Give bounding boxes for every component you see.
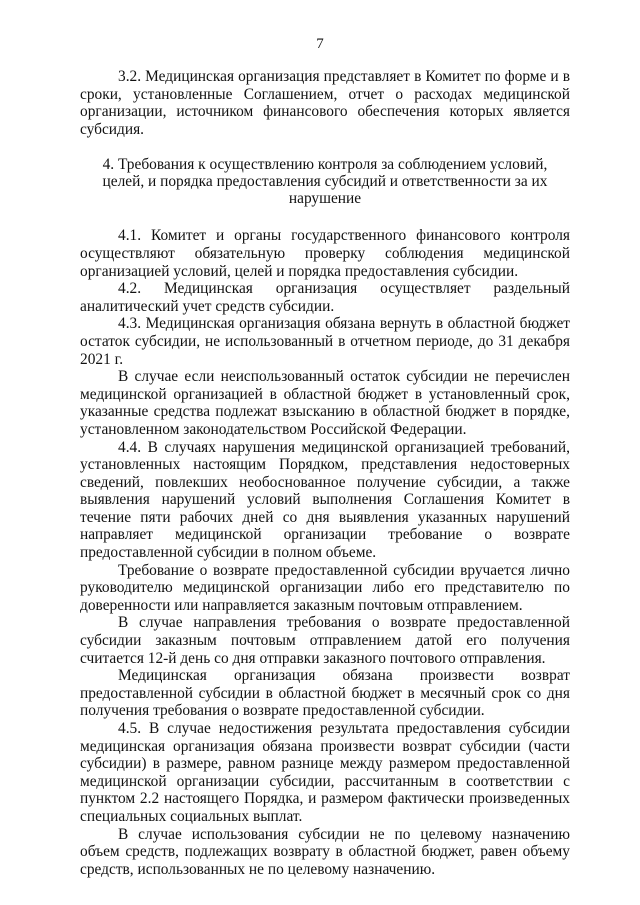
paragraph-4-3-unspent-balance: В случае если неиспользованный остаток субсидии не перечислен медицинской организацией в областной бюджет в установленный срок, указанные средства подлежат взысканию в областной бюджет в порядке, установленном законодательством Российской Федерации. (80, 368, 570, 438)
page-number: 7 (316, 36, 324, 52)
paragraph-4-4-return-term: Медицинская организация обязана произвести возврат предоставленной субсидии в областной бюджет в месячный срок со дня получения требования о возврате предоставленной субсидии. (80, 667, 570, 720)
document-body (80, 68, 570, 878)
paragraph-3-2: 3.2. Медицинская организация представляет в Комитет по форме и в сроки, установленные Соглашением, отчет о расходах медицинской организации, источником финансового обеспечения которых является субсидия. (80, 68, 570, 138)
paragraph-4-3: 4.3. Медицинская организация обязана вернуть в областной бюджет остаток субсидии, не использованный в отчетном периоде, до 31 декабря 2021 г. (80, 315, 570, 368)
paragraph-4-2: 4.2. Медицинская организация осуществляет раздельный аналитический учет средств субсидии. (80, 280, 570, 315)
paragraph-4-5: 4.5. В случае недостижения результата предоставления субсидии медицинская организация обязана произвести возврат субсидии (части субсидии) в размере, равном разнице между размером предоставленной медицинской организации субсидии, рассчитанным в соответствии с пунктом 2.2 настоящего Порядка, и размером фактически произведенных специальных социальных выплат. (80, 720, 570, 825)
paragraph-4-4-mail-receipt: В случае направления требования о возврате предоставленной субсидии заказным почтовым отправлением датой его получения считается 12-й день со дня отправки заказного почтового отправления. (80, 614, 570, 667)
paragraph-4-1: 4.1. Комитет и органы государственного финансового контроля осуществляют обязательную проверку соблюдения медицинской организацией условий, целей и порядка предоставления субсидии. (80, 227, 570, 280)
paragraph-4-5-misuse: В случае использования субсидии не по целевому назначению объем средств, подлежащих возврату в областной бюджет, равен объему средств, использованных не по целевому назначению. (80, 825, 570, 878)
paragraph-4-4: 4.4. В случаях нарушения медицинской организацией требований, установленных настоящим Порядком, представления недостоверных сведений, повлекших необоснованное получение субсидии, а также выявления нарушений условий выполнения Соглашения Комитет в течение пяти рабочих дней со дня выявления указанных нарушений направляет медицинской организации требование о возврате предоставленной субсидии в полном объеме. (80, 438, 570, 562)
section-heading: 4. Требования к осуществлению контроля за соблюдением условий, целей, и порядка предоставления субсидий и ответственности за их нарушение (102, 156, 548, 208)
paragraph-4-4-delivery: Требование о возврате предоставленной субсидии вручается лично руководителю медицинской организации либо его представителю по доверенности или направляется заказным почтовым отправлением. (80, 561, 570, 614)
